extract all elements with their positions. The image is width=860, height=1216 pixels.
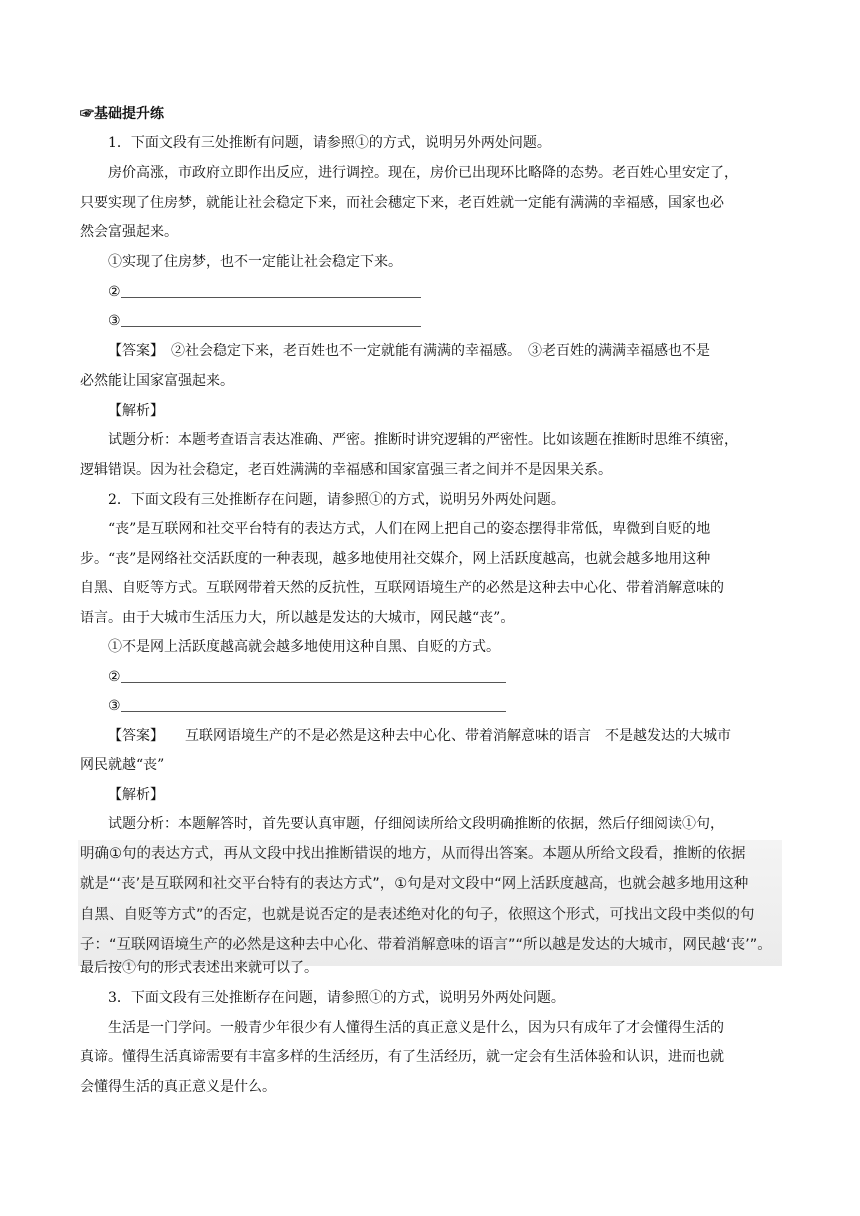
q1-answer-line: 必然能让国家富强起来。 (80, 373, 234, 389)
answer-blank-line (121, 668, 506, 683)
q2-passage-line: 语言。由于大城市生活压力大，所以越是发达的大城市，网民越“丧”。 (80, 610, 515, 626)
q2-blank-3-label: ③ (108, 698, 121, 714)
q2-prompt: 2．下面文段有三处推断存在问题，请参照①的方式，说明另外两处问题。 (108, 492, 565, 508)
q1-blank-3 (108, 311, 421, 331)
answer-blank-line (121, 312, 421, 327)
q3-passage-line: 会懂得生活的真正意义是什么。 (80, 1079, 276, 1095)
q2-blank-2-label: ② (108, 669, 121, 685)
q2-example: ①不是网上活跃度越高就会越多地使用这种自黑、自贬的方式。 (108, 639, 500, 655)
q1-passage-line: 然会富强起来。 (80, 224, 178, 240)
q2-analysis-line: 试题分析：本题解答时，首先要认真审题，仔细阅读所给文段明确推断的依据，然后仔细阅读①句， (108, 816, 724, 832)
q2-analysis-line: 明确①句的表达方式，再从文段中找出推断错误的地方，从而得出答案。本题从所给文段看，推断的依据 (80, 846, 746, 862)
q2-passage-line: 步。“丧”是网络社交活跃度的一种表现，越多地使用社交媒介，网上活跃度越高，也就会越多地用这种 (80, 551, 711, 567)
q2-analysis-line: 子：“互联网语境生产的必然是这种去中心化、带着消解意味的语言”“所以越是发达的大城市，网民越‘丧’”。 (80, 937, 772, 953)
answer-blank-line (121, 283, 421, 298)
section-header (80, 104, 164, 124)
q2-analysis-label: 【解析】 (108, 787, 164, 803)
q2-answer-text: 互联网语境生产的不是必然是这种去中心化、带着消解意味的语言 不是越发达的大城市 (171, 728, 731, 744)
answer-blank-line (121, 697, 506, 712)
q1-blank-2 (108, 282, 421, 302)
pointing-hand-icon: ☞ (80, 106, 94, 122)
q1-answer-text: ②社会稳定下来，老百姓也不一定就能有满满的幸福感。 ③老百姓的满满幸福感也不是 (171, 343, 710, 359)
answer-label: 【答案】 (108, 728, 157, 744)
q1-blank-3-label: ③ (108, 313, 121, 329)
q1-passage-line: 只要实现了住房梦，就能让社会稳定下来，而社会穗定下来，老百姓就一定能有满满的幸福感，国家也必 (80, 195, 724, 211)
q3-prompt: 3．下面文段有三处推断存在问题，请参照①的方式，说明另外两处问题。 (108, 990, 565, 1006)
q1-answer (108, 341, 710, 361)
q2-blank-3 (108, 696, 506, 716)
q2-passage-line: “丧”是互联网和社交平台特有的表达方式，人们在网上把自己的姿态摆得非常低，卑微到自贬的地 (108, 521, 711, 537)
q1-analysis-label: 【解析】 (108, 403, 164, 419)
q3-passage-line: 真谛。懂得生活真谛需要有丰富多样的生活经历，有了生活经历，就一定会有生活体验和认识，进而也就 (80, 1049, 724, 1065)
q2-analysis-line: 最后按①句的形式表述出来就可以了。 (80, 960, 318, 976)
q2-analysis-line: 就是“‘丧’是互联网和社交平台特有的表达方式”，①句是对文段中“网上活跃度越高，也就会越多地用这种 (80, 876, 749, 892)
q1-prompt: 1．下面文段有三处推断有问题，请参照①的方式，说明另外两处问题。 (108, 135, 551, 151)
answer-label: 【答案】 (108, 343, 157, 359)
q1-analysis-line: 试题分析：本题考查语言表达准确、严密。推断时讲究逻辑的严密性。比如该题在推断时思维不缜密， (108, 432, 738, 448)
q2-passage-line: 自黑、自贬等方式。互联网带着天然的反抗性，互联网语境生产的必然是这种去中心化、带着消解意味的 (80, 580, 724, 596)
q2-answer (108, 726, 731, 746)
q1-example: ①实现了住房梦，也不一定能让社会稳定下来。 (108, 254, 402, 270)
section-title: 基础提升练 (94, 106, 164, 122)
q3-passage-line: 生活是一门学问。一般青少年很少有人懂得生活的真正意义是什么，因为只有成年了才会懂得生活的 (108, 1020, 724, 1036)
q2-blank-2 (108, 667, 506, 687)
q1-analysis-line: 逻辑错误。因为社会稳定，老百姓满满的幸福感和国家富强三者之间并不是因果关系。 (80, 462, 612, 478)
q1-passage-line: 房价高涨，市政府立即作出反应，进行调控。现在，房价已出现环比略降的态势。老百姓心里安定了， (108, 165, 738, 181)
q2-analysis-line: 自黑、自贬等方式”的否定，也就是说否定的是表述绝对化的句子，依照这个形式，可找出文段中类似的句 (80, 907, 755, 923)
q2-answer-line: 网民就越“丧” (80, 757, 165, 773)
q1-blank-2-label: ② (108, 284, 121, 300)
